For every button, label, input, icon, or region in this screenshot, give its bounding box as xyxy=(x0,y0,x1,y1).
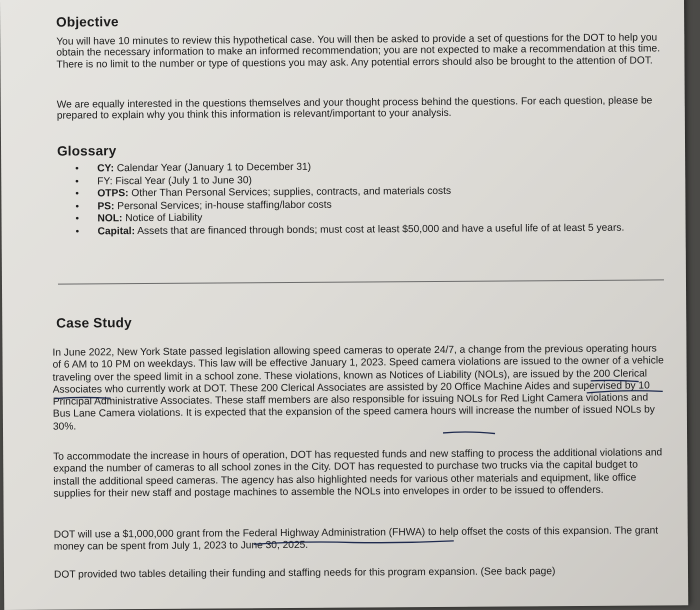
pen-underline xyxy=(591,380,639,382)
bullet-icon: • xyxy=(75,226,80,238)
pen-underline xyxy=(443,432,495,434)
objective-paragraph-1: You will have 10 minutes to review this hypothetical case. You will then be asked to provide a set of questions for the DOT to help you obtain the necessary information to make an informed recommendation; you are not expected to make a recommendation at this time. There is no limit to the number or type of questions you may ask. Any potential errors should also be brought to the attention of DOT. xyxy=(56,32,661,71)
bullet-icon: • xyxy=(75,176,79,188)
pen-underline xyxy=(587,391,663,393)
glossary-item-otps: • OTPS: Other Than Personal Services; supplies, contracts, and materials costs xyxy=(75,186,452,200)
bullet-icon: • xyxy=(75,213,80,225)
pen-underline xyxy=(55,397,111,398)
bullet-icon: • xyxy=(75,163,79,175)
glossary-item-cy: • CY: Calendar Year (January 1 to December 31) xyxy=(75,161,312,175)
glossary-item-ps: • PS: Personal Services; in-house staffing/labor costs xyxy=(75,199,332,213)
case-study-paragraph-4: DOT provided two tables detailing their funding and staffing needs for this program expansion. (See back page) xyxy=(53,566,556,581)
bullet-icon: • xyxy=(75,188,79,200)
bullet-icon: • xyxy=(75,201,79,213)
pen-underline xyxy=(254,541,454,544)
glossary-item-fy: • FY: Fiscal Year (July 1 to June 30) xyxy=(75,174,252,188)
case-study-paragraph-2: To accommodate the increase in hours of operation, DOT has requested funds and new staffing to process the additional violations and expand the number of cameras to all school zones in the City. DOT has requested to purchase two trucks via the capital budget to install the additional speed cameras. The agency has also highlighted needs for various other materials and equipment, like office supplies for their new staff and postage machines to assemble the NOLs into envelopes in order to be issued to offenders. xyxy=(53,447,663,500)
case-study-heading: Case Study xyxy=(56,315,132,331)
glossary-item-nol: • NOL: Notice of Liability xyxy=(75,212,203,225)
objective-heading: Objective xyxy=(56,14,119,30)
objective-paragraph-2: We are equally interested in the questions themselves and your thought process behind the questions. For each question, please be prepared to explain why you think this information is relevant/important to your analysis. xyxy=(56,95,653,123)
glossary-item-capital: • Capital: Assets that are financed through bonds; must cost at least $50,000 and have a useful life of at least 5 years. xyxy=(75,222,625,238)
glossary-heading: Glossary xyxy=(57,143,117,159)
case-study-paragraph-3: DOT will use a $1,000,000 grant from the Federal Highway Administration (FHWA) to help offset the costs of this expansion. The grant money can be spent from July 1, 2023 to June 30, 2025. xyxy=(53,525,659,553)
case-study-paragraph-1: In June 2022, New York State passed legislation allowing speed cameras to operate 24/7, a change from the previous operating hours of 6 AM to 10 PM on weekdays. This law will be effective January 1, 2023. Speed camera violations are issued to the owner of a vehicle traveling over the speed limit in a school zone. These violations, known as Notices of Liability (NOLs), are issued by the 200 Clerical Associates who currently work at DOT. These 200 Clerical Associates are assisted by 20 Office Machine Aides and supervised by 10 Principal Administrative Associates. These staff members are also responsible for issuing NOLs for Red Light Camera violations and Bus Lane Camera violations. It is expected that the expansion of the speed camera hours will increase the number of issued NOLs by 30%. xyxy=(52,343,664,433)
